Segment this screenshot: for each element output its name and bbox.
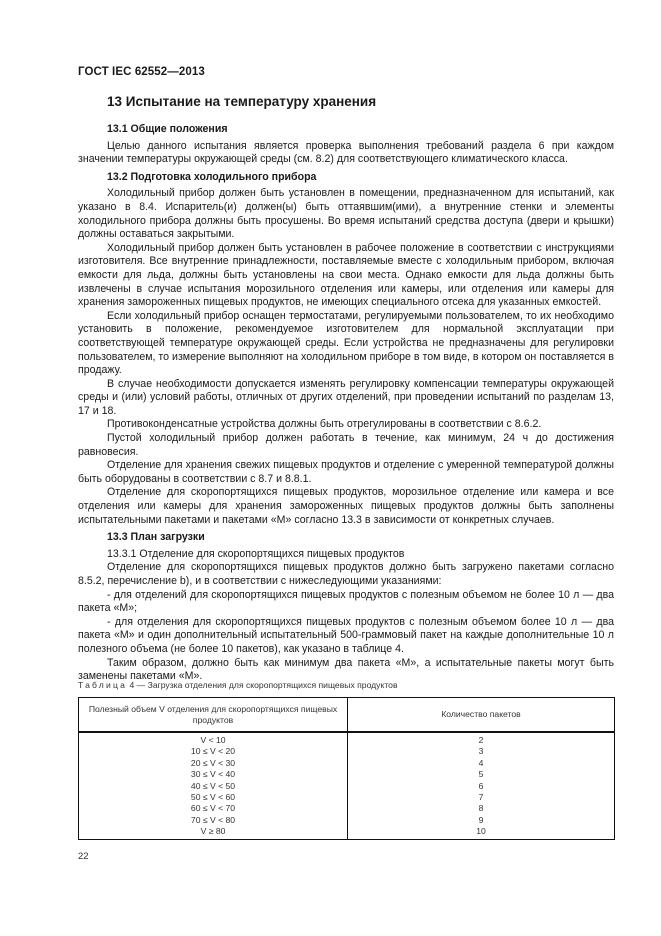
paragraph: Если холодильный прибор оснащен термостатами, регулируемыми пользователем, то их необходимо установить в положение, рекомендуемое изготовителем для нормальной эксплуатации при соответствующей температуре окружающей среды. Если устройства не предназначены для регулировки пользователем, то измерение выполняют на холодильном приборе в том виде, в котором он поставляется в продажу. [78, 309, 614, 377]
table-row [79, 758, 615, 769]
cell-packages: 9 [348, 815, 615, 826]
paragraph: Таким образом, должно быть как минимум два пакета «М», а испытательные пакеты могут быть заменены пакетами «М». [78, 656, 614, 683]
subsection-heading-13-3: 13.3 План загрузки [107, 531, 205, 544]
list-item: - для отделения для скоропортящихся пищевых продуктов с полезным объемом более 10 л — два пакета «М» и один дополнительный испытательный 500-граммовый пакет на каждые дополнительные 10 л полезного объема (не более 10 пакетов), как указано в таблице 4. [78, 615, 614, 655]
cell-packages: 4 [348, 758, 615, 769]
paragraph: Холодильный прибор должен быть установлен в помещении, предназначенном для испытаний, как указано в 8.4. Испаритель(и) должен(ы) быть оттаявшим(ими), а внутренние стенки и элементы холодильного прибора должны быть просушены. Во время испытаний средства доступа (двери и крышки) должны оставаться закрытыми. [78, 187, 614, 241]
table-caption [78, 680, 398, 690]
table-row [79, 769, 615, 780]
column-header-packages: Количество пакетов [348, 698, 615, 733]
table-row [79, 826, 615, 839]
cell-volume: 70 ≤ V < 80 [79, 815, 348, 826]
table-4 [78, 697, 615, 840]
cell-volume: 20 ≤ V < 30 [79, 758, 348, 769]
cell-volume: 50 ≤ V < 60 [79, 792, 348, 803]
cell-volume: 30 ≤ V < 40 [79, 769, 348, 780]
cell-packages: 7 [348, 792, 615, 803]
paragraph: Отделение для скоропортящихся пищевых продуктов, морозильное отделение или камера и все отделения или камеры для хранения замороженных пищевых продуктов должны быть заполнены испытательными пакетами и пакетами «М» согласно 13.3 в зависимости от конкретных случаев. [78, 486, 614, 526]
running-header: ГОСТ IEC 62552—2013 [78, 66, 205, 78]
subsection-heading-13-2: 13.2 Подготовка холодильного прибора [107, 170, 317, 183]
clause-heading-13-3-1: 13.3.1 Отделение для скоропортящихся пищевых продуктов [107, 547, 405, 560]
cell-packages: 10 [348, 826, 615, 839]
paragraph: Противоконденсатные устройства должны быть отрегулированы в соответствии с 8.6.2. [107, 418, 542, 431]
cell-packages: 6 [348, 781, 615, 792]
table-row [79, 815, 615, 826]
table-row [79, 781, 615, 792]
table-row [79, 792, 615, 803]
table-row [79, 746, 615, 757]
paragraph: Отделение для скоропортящихся пищевых продуктов должно быть загружено пакетами согласно 8.5.2, перечисление b), и в соответствии с нижеследующими указаниями: [78, 561, 614, 587]
table-row [79, 732, 615, 746]
page-number: 22 [78, 851, 89, 862]
section-body [78, 122, 614, 684]
paragraph: В случае необходимости допускается изменять регулировку компенсации температуры окружающей среды и (или) условий работы, отличных от других отделений, при проведении испытаний по разделам 13, 17 и 18. [78, 377, 614, 417]
cell-packages: 8 [348, 803, 615, 814]
table-caption-label: Таблица [78, 680, 128, 690]
paragraph: Целью данного испытания является проверка выполнения требований раздела 6 при каждом значении температуры окружающей среды (см. 8.2) для соответствующего климатического класса. [78, 139, 614, 166]
paragraph: Пустой холодильный прибор должен работать в течение, как минимум, 24 ч до достижения равновесия. [78, 432, 614, 458]
cell-volume: V ≥ 80 [79, 826, 348, 839]
cell-volume: 60 ≤ V < 70 [79, 803, 348, 814]
table-header-row [79, 698, 615, 733]
cell-packages: 3 [348, 746, 615, 757]
table-row [79, 803, 615, 814]
list-item: - для отделений для скоропортящихся пищевых продуктов с полезным объемом не более 10 л — два пакета «М»; [78, 588, 614, 615]
paragraph: Холодильный прибор должен быть установлен в рабочее положение в соответствии с инструкциями изготовителя. Все внутренние принадлежности, поставляемые вместе с холодильным прибором, включая емкости для льда, должны быть установлены на свои места. Однако емкости для льда должны быть извлечены в случае испытания морозильного отделения или камеры, или отделения или камеры для хранения замороженных пищевых продуктов, не имеющих специального отсека для указанных емкостей. [78, 241, 614, 309]
column-header-volume: Полезный объем V отделения для скоропортящихся пищевых продуктов [79, 698, 348, 733]
cell-volume: 10 ≤ V < 20 [79, 746, 348, 757]
cell-volume: 40 ≤ V < 50 [79, 781, 348, 792]
cell-packages: 5 [348, 769, 615, 780]
paragraph: Отделение для хранения свежих пищевых продуктов и отделение с умеренной температурой должны быть оборудованы в соответствии с 8.7 и 8.8.1. [78, 459, 614, 485]
cell-packages: 2 [348, 732, 615, 746]
cell-volume: V < 10 [79, 732, 348, 746]
subsection-heading-13-1: 13.1 Общие положения [107, 123, 228, 135]
table-caption-text: 4 — Загрузка отделения для скоропортящихся пищевых продуктов [127, 680, 398, 690]
section-title: 13 Испытание на температуру хранения [107, 94, 377, 109]
